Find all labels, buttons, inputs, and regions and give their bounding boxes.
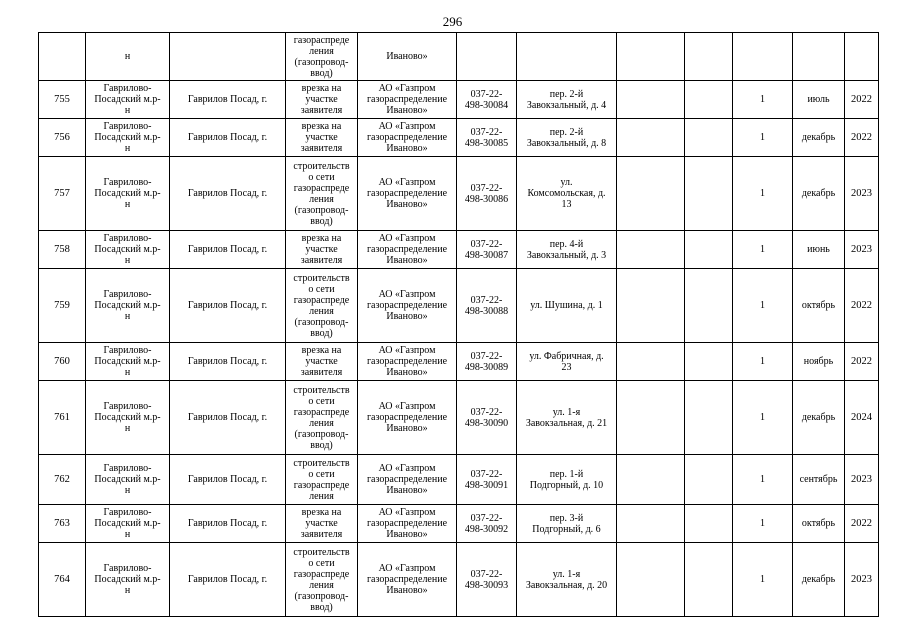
year-cell [845, 33, 879, 81]
row-number-cell: 757 [39, 157, 86, 231]
row-number-cell: 763 [39, 505, 86, 543]
work-type-cell: строительств о сети газораспреде ления (газопровод- ввод) [286, 543, 358, 617]
table-row [39, 455, 879, 505]
work-type-cell: врезка на участке заявителя [286, 505, 358, 543]
table-row [39, 157, 879, 231]
year-cell: 2023 [845, 455, 879, 505]
empty-cell [617, 157, 685, 231]
settlement-cell: Гаврилов Посад, г. [170, 343, 286, 381]
district-cell: Гаврилово- Посадский м.р- н [86, 505, 170, 543]
settlement-cell [170, 33, 286, 81]
operator-cell: АО «Газпром газораспределение Иваново» [358, 81, 457, 119]
year-cell: 2024 [845, 381, 879, 455]
address-cell: пер. 2-й Завокзальный, д. 4 [517, 81, 617, 119]
year-cell: 2022 [845, 119, 879, 157]
district-cell: Гаврилово- Посадский м.р- н [86, 343, 170, 381]
district-cell: Гаврилово- Посадский м.р- н [86, 119, 170, 157]
page-number: 296 [442, 14, 463, 29]
operator-cell: АО «Газпром газораспределение Иваново» [358, 343, 457, 381]
operator-cell: Иваново» [358, 33, 457, 81]
work-type-cell: врезка на участке заявителя [286, 81, 358, 119]
address-cell: ул. 1-я Завокзальная, д. 21 [517, 381, 617, 455]
table-row [39, 81, 879, 119]
settlement-cell: Гаврилов Посад, г. [170, 505, 286, 543]
district-cell: Гаврилово- Посадский м.р- н [86, 455, 170, 505]
row-number-cell [39, 33, 86, 81]
code-cell: 037-22- 498-30086 [457, 157, 517, 231]
table-row [39, 543, 879, 617]
count-cell: 1 [733, 343, 793, 381]
month-cell: декабрь [793, 381, 845, 455]
table-row-partial [39, 33, 879, 81]
year-cell: 2022 [845, 505, 879, 543]
table-row [39, 381, 879, 455]
district-cell: Гаврилово- Посадский м.р- н [86, 157, 170, 231]
empty-cell [685, 231, 733, 269]
year-cell: 2022 [845, 343, 879, 381]
month-cell: октябрь [793, 269, 845, 343]
month-cell [793, 33, 845, 81]
operator-cell: АО «Газпром газораспределение Иваново» [358, 543, 457, 617]
code-cell: 037-22- 498-30090 [457, 381, 517, 455]
count-cell: 1 [733, 505, 793, 543]
empty-cell [617, 381, 685, 455]
month-cell: сентябрь [793, 455, 845, 505]
work-type-cell: газораспреде ления (газопровод- ввод) [286, 33, 358, 81]
settlement-cell: Гаврилов Посад, г. [170, 157, 286, 231]
address-cell: ул. Фабричная, д. 23 [517, 343, 617, 381]
table-row [39, 119, 879, 157]
empty-cell [617, 33, 685, 81]
month-cell: июнь [793, 231, 845, 269]
address-cell: ул. Комсомольская, д. 13 [517, 157, 617, 231]
month-cell: июль [793, 81, 845, 119]
empty-cell [685, 157, 733, 231]
count-cell: 1 [733, 119, 793, 157]
code-cell: 037-22- 498-30084 [457, 81, 517, 119]
operator-cell: АО «Газпром газораспределение Иваново» [358, 381, 457, 455]
count-cell: 1 [733, 81, 793, 119]
row-number-cell: 758 [39, 231, 86, 269]
address-cell [517, 33, 617, 81]
operator-cell: АО «Газпром газораспределение Иваново» [358, 231, 457, 269]
operator-cell: АО «Газпром газораспределение Иваново» [358, 455, 457, 505]
work-type-cell: врезка на участке заявителя [286, 119, 358, 157]
year-cell: 2023 [845, 231, 879, 269]
year-cell: 2023 [845, 543, 879, 617]
code-cell: 037-22- 498-30087 [457, 231, 517, 269]
count-cell: 1 [733, 543, 793, 617]
work-type-cell: строительств о сети газораспреде ления [286, 455, 358, 505]
code-cell: 037-22- 498-30093 [457, 543, 517, 617]
district-cell: Гаврилово- Посадский м.р- н [86, 81, 170, 119]
empty-cell [617, 119, 685, 157]
row-number-cell: 756 [39, 119, 86, 157]
address-cell: пер. 3-й Подгорный, д. 6 [517, 505, 617, 543]
row-number-cell: 761 [39, 381, 86, 455]
row-number-cell: 762 [39, 455, 86, 505]
registry-table-body [39, 33, 879, 617]
work-type-cell: врезка на участке заявителя [286, 231, 358, 269]
row-number-cell: 759 [39, 269, 86, 343]
work-type-cell: строительств о сети газораспреде ления (газопровод- ввод) [286, 269, 358, 343]
count-cell: 1 [733, 455, 793, 505]
registry-table [38, 32, 879, 617]
month-cell: декабрь [793, 543, 845, 617]
address-cell: пер. 1-й Подгорный, д. 10 [517, 455, 617, 505]
empty-cell [685, 381, 733, 455]
month-cell: декабрь [793, 119, 845, 157]
count-cell: 1 [733, 231, 793, 269]
empty-cell [685, 119, 733, 157]
empty-cell [617, 543, 685, 617]
district-cell: Гаврилово- Посадский м.р- н [86, 269, 170, 343]
month-cell: декабрь [793, 157, 845, 231]
code-cell: 037-22- 498-30089 [457, 343, 517, 381]
address-cell: пер. 2-й Завокзальный, д. 8 [517, 119, 617, 157]
table-row [39, 505, 879, 543]
year-cell: 2022 [845, 81, 879, 119]
district-cell: н [86, 33, 170, 81]
code-cell: 037-22- 498-30088 [457, 269, 517, 343]
empty-cell [617, 343, 685, 381]
operator-cell: АО «Газпром газораспределение Иваново» [358, 269, 457, 343]
settlement-cell: Гаврилов Посад, г. [170, 119, 286, 157]
work-type-cell: строительств о сети газораспреде ления (газопровод- ввод) [286, 381, 358, 455]
code-cell: 037-22- 498-30092 [457, 505, 517, 543]
empty-cell [617, 455, 685, 505]
row-number-cell: 755 [39, 81, 86, 119]
settlement-cell: Гаврилов Посад, г. [170, 455, 286, 505]
code-cell [457, 33, 517, 81]
empty-cell [617, 269, 685, 343]
settlement-cell: Гаврилов Посад, г. [170, 81, 286, 119]
code-cell: 037-22- 498-30091 [457, 455, 517, 505]
table-row [39, 343, 879, 381]
empty-cell [685, 343, 733, 381]
count-cell: 1 [733, 381, 793, 455]
work-type-cell: врезка на участке заявителя [286, 343, 358, 381]
settlement-cell: Гаврилов Посад, г. [170, 543, 286, 617]
empty-cell [685, 81, 733, 119]
year-cell: 2023 [845, 157, 879, 231]
code-cell: 037-22- 498-30085 [457, 119, 517, 157]
address-cell: ул. 1-я Завокзальная, д. 20 [517, 543, 617, 617]
settlement-cell: Гаврилов Посад, г. [170, 269, 286, 343]
year-cell: 2022 [845, 269, 879, 343]
empty-cell [685, 505, 733, 543]
district-cell: Гаврилово- Посадский м.р- н [86, 231, 170, 269]
count-cell: 1 [733, 157, 793, 231]
address-cell: пер. 4-й Завокзальный, д. 3 [517, 231, 617, 269]
row-number-cell: 760 [39, 343, 86, 381]
district-cell: Гаврилово- Посадский м.р- н [86, 543, 170, 617]
row-number-cell: 764 [39, 543, 86, 617]
count-cell: 1 [733, 269, 793, 343]
address-cell: ул. Шушина, д. 1 [517, 269, 617, 343]
empty-cell [685, 269, 733, 343]
table-row [39, 231, 879, 269]
operator-cell: АО «Газпром газораспределение Иваново» [358, 119, 457, 157]
empty-cell [617, 231, 685, 269]
empty-cell [685, 33, 733, 81]
table-row [39, 269, 879, 343]
settlement-cell: Гаврилов Посад, г. [170, 231, 286, 269]
operator-cell: АО «Газпром газораспределение Иваново» [358, 505, 457, 543]
district-cell: Гаврилово- Посадский м.р- н [86, 381, 170, 455]
work-type-cell: строительств о сети газораспреде ления (газопровод- ввод) [286, 157, 358, 231]
empty-cell [685, 543, 733, 617]
count-cell [733, 33, 793, 81]
empty-cell [685, 455, 733, 505]
empty-cell [617, 505, 685, 543]
month-cell: ноябрь [793, 343, 845, 381]
operator-cell: АО «Газпром газораспределение Иваново» [358, 157, 457, 231]
month-cell: октябрь [793, 505, 845, 543]
settlement-cell: Гаврилов Посад, г. [170, 381, 286, 455]
empty-cell [617, 81, 685, 119]
